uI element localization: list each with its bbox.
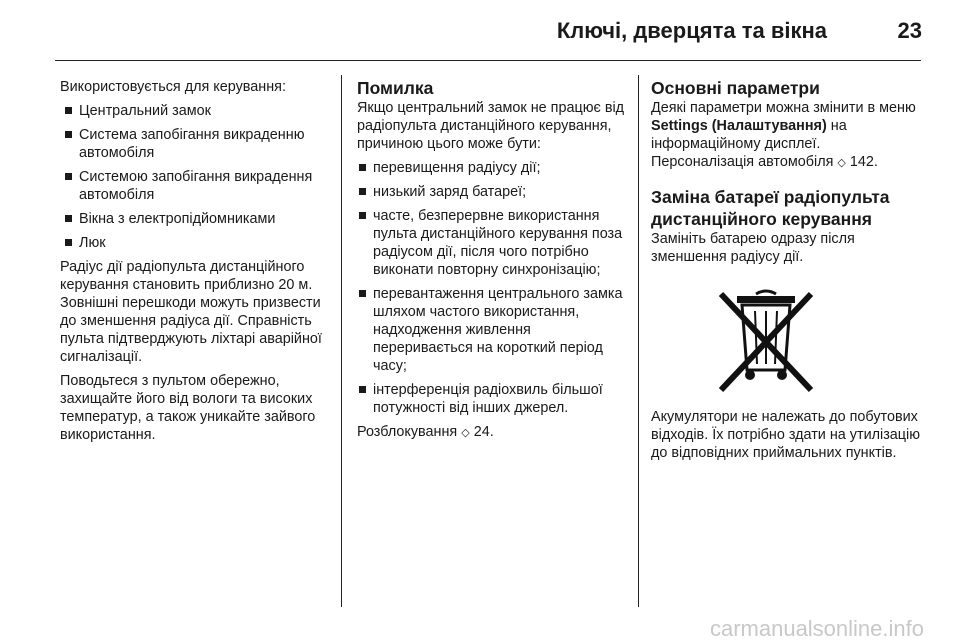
care-paragraph: Поводьтеся з пультом обережно, захищайте його від вологи та високих температур, а також уникайте зайвого використання. [60, 373, 316, 443]
range-paragraph: Радіус дії радіопульта дистанційного керування становить приблизно 20 м. Зовнішні перешкоди можуть призвести до зменшення радіуса дії. Справність пульта підтверджують ліхтарі аварійної сигналізації. [60, 259, 322, 365]
error-intro: Якщо центральний замок не працює від радіопульта дистанційного керування, причиною цього може бути: [357, 100, 625, 152]
crossed-out-bin-icon [711, 286, 821, 394]
column-divider-2 [638, 75, 639, 607]
unlock-reference [357, 423, 627, 442]
page-number: 23 [897, 18, 922, 43]
list-item: перевищення радіусу дії; [357, 159, 627, 177]
list-item: низький заряд батареї; [357, 183, 627, 201]
list-item: Вікна з електропідйомниками [60, 210, 332, 228]
settings-paragraph [651, 99, 926, 172]
reference-text: Розблокування [357, 424, 458, 440]
list-item: Центральний замок [60, 102, 332, 120]
column-3 [651, 78, 926, 468]
reference-arrow-icon: ◇ [837, 157, 846, 169]
list-item: перевантаження центрального замка шляхом частого використання, надходження живлення переривається на короткий період часу; [357, 285, 627, 375]
disposal-paragraph: Акумулятори не належать до побутових відходів. Їх потрібно здати на утилізацію до відповідних приймальних пунктів. [651, 409, 921, 461]
usage-intro: Використовується для керування: [60, 79, 286, 95]
list-item: часте, безперервне використання пульта дистанційного керування поза радіусом дії, після чого потрібно виконати повторну синхронізацію; [357, 207, 627, 279]
settings-text-post: на інформаційному дисплеї. Персоналізація автомобіля [651, 118, 847, 170]
reference-arrow-icon: ◇ [461, 427, 470, 439]
list-item: Системою запобігання викрадення автомобіля [60, 168, 332, 204]
column-divider-1 [341, 75, 342, 607]
list-item: інтерференція радіохвиль більшої потужності від інших джерел. [357, 381, 627, 417]
error-heading: Помилка [357, 78, 434, 98]
reference-page[interactable]: 24. [473, 424, 494, 440]
page-header-title: Ключі, дверцята та вікна [556, 18, 827, 43]
error-causes-list [357, 159, 627, 417]
battery-replacement-heading: Заміна батареї радіопульта дистанційного керування [651, 187, 890, 229]
header-rule [55, 60, 921, 61]
list-item: Система запобігання викраденню автомобіля [60, 126, 332, 162]
column-1 [60, 78, 332, 450]
watermark: carmanualsonline.info [709, 616, 924, 641]
basic-settings-heading: Основні параметри [651, 78, 820, 98]
settings-menu-name: Settings (Налаштування) [651, 118, 827, 134]
column-2 [357, 78, 627, 448]
reference-page[interactable]: 142. [849, 154, 878, 170]
settings-text-pre: Деякі параметри можна змінити в меню [651, 100, 916, 116]
battery-paragraph: Замініть батарею одразу після зменшення радіусу дії. [651, 231, 855, 265]
usage-list [60, 102, 332, 252]
list-item: Люк [60, 234, 332, 252]
